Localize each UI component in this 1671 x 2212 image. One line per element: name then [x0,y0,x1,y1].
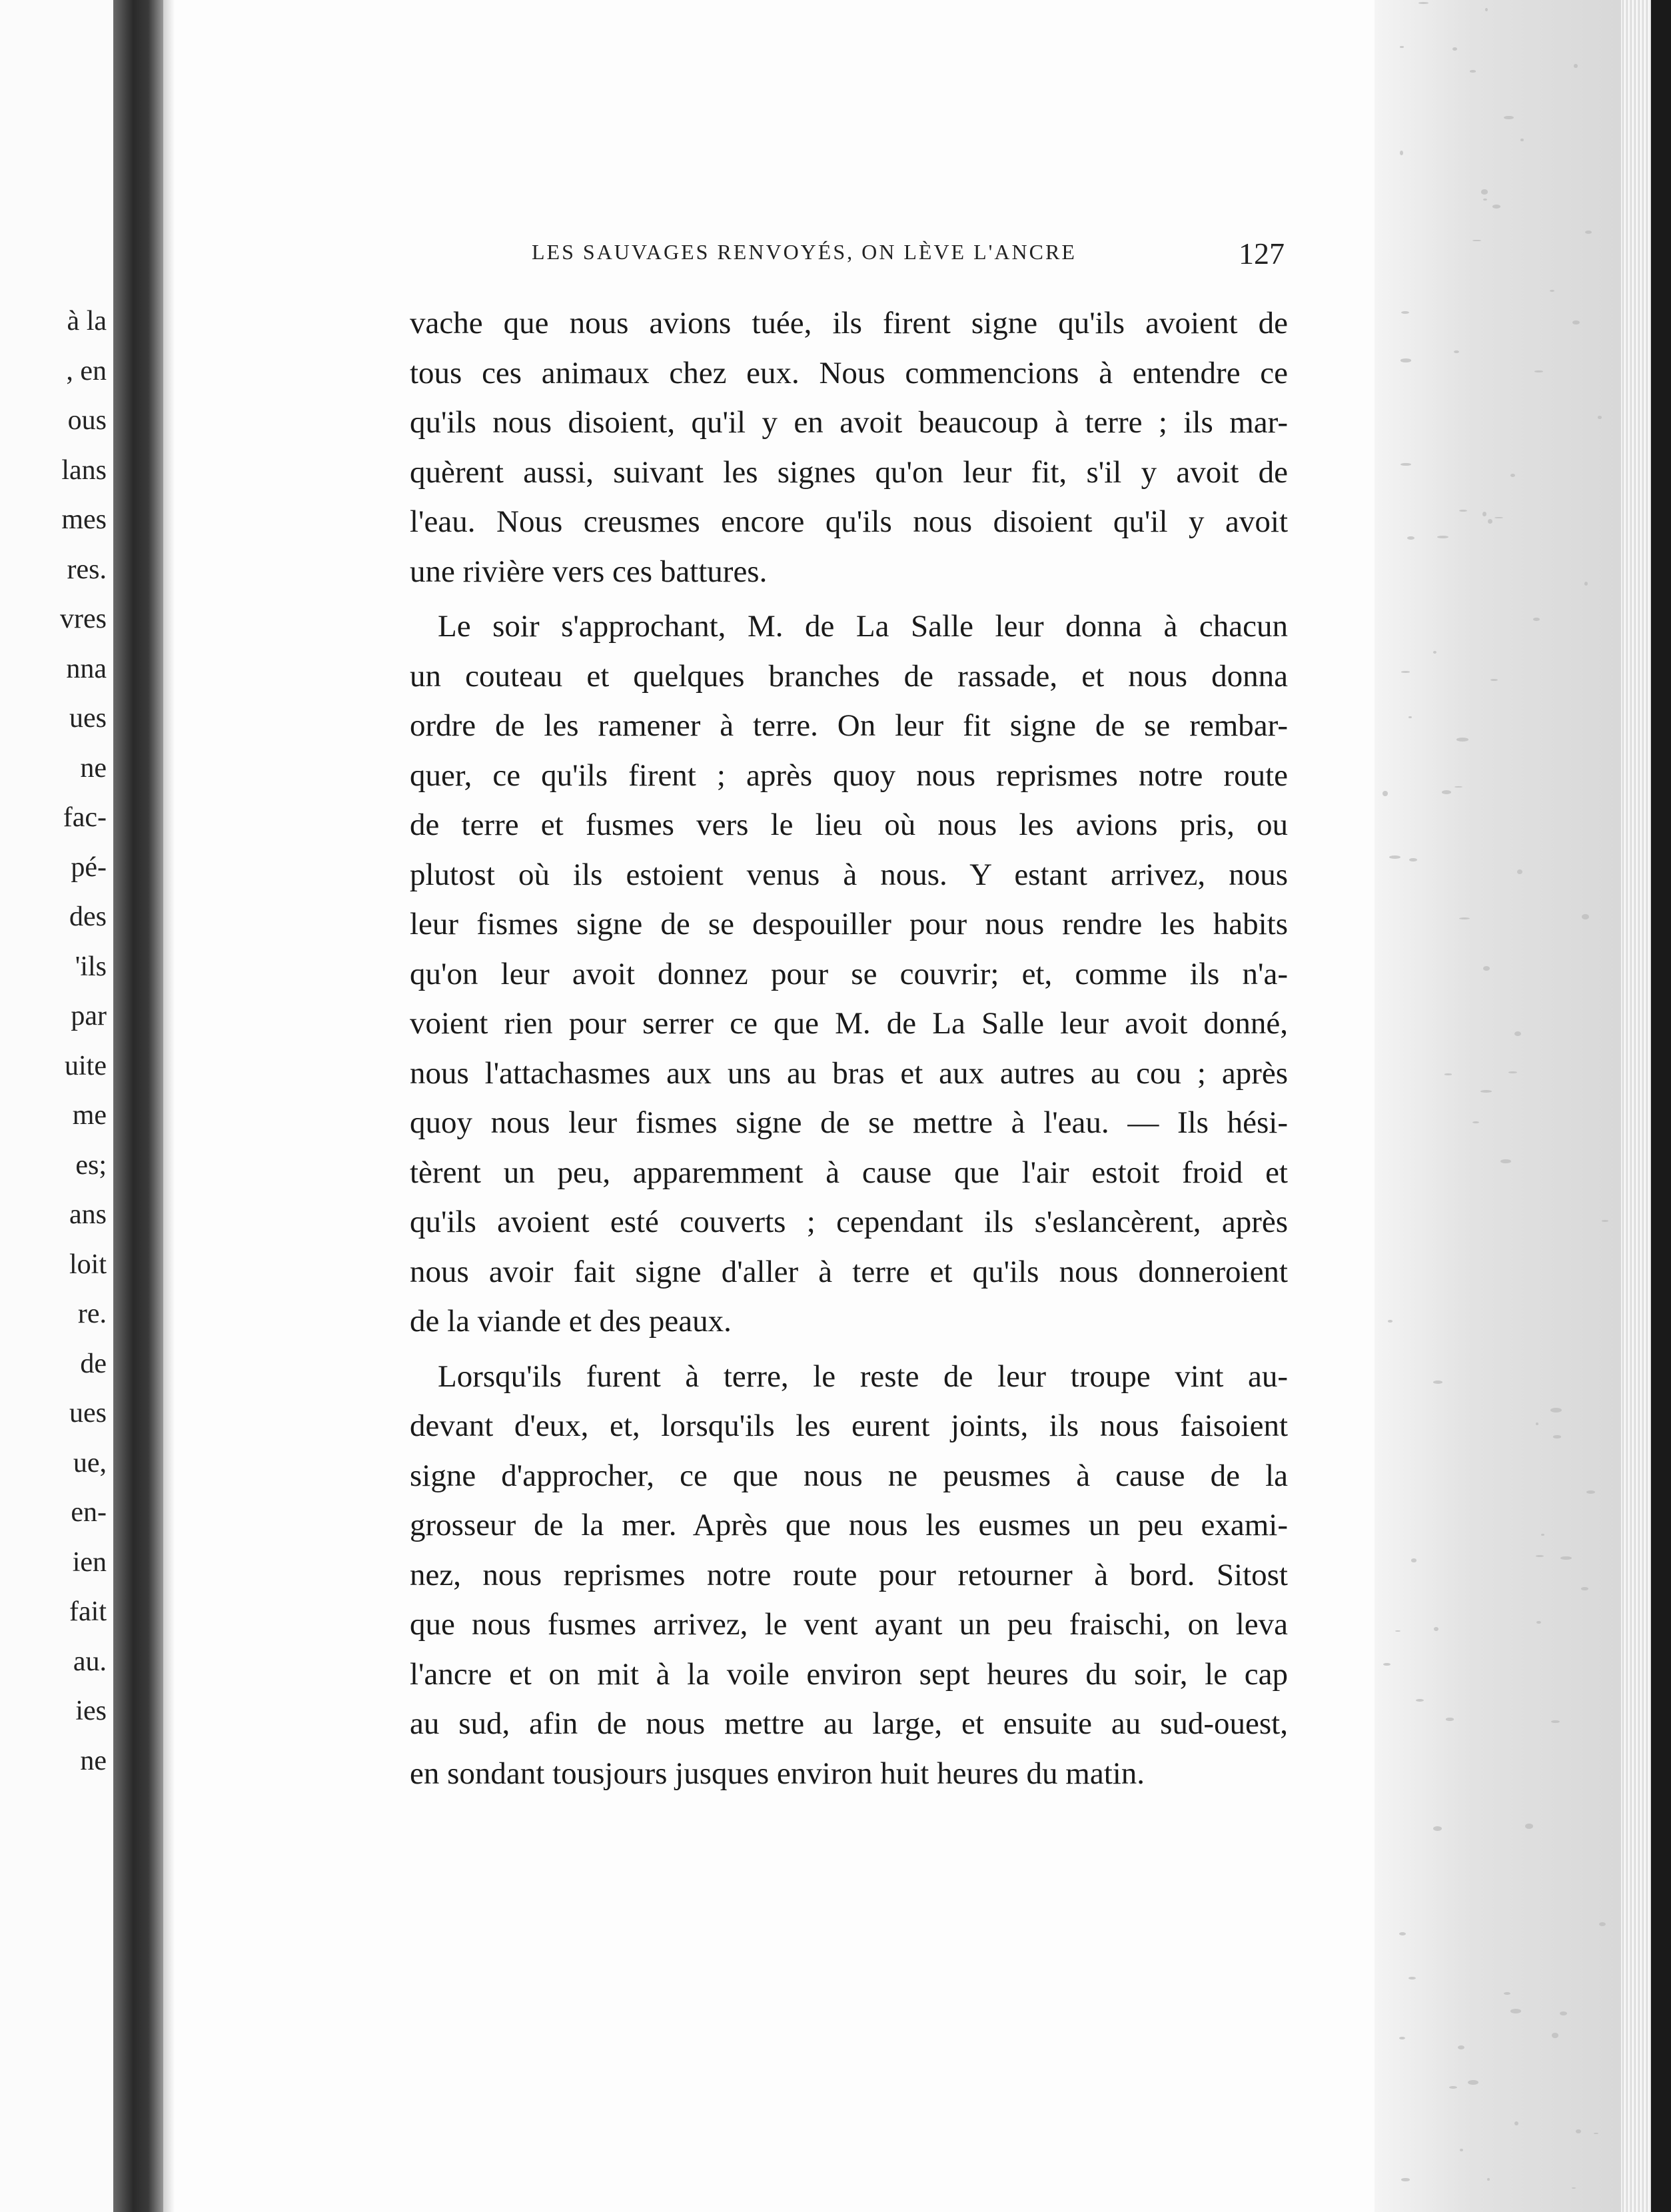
paper-speckle [1599,1922,1606,1926]
paper-speckle [1488,519,1492,524]
paper-speckle [1582,914,1588,919]
paper-speckle [1383,1663,1391,1666]
text-line: quoy nous leur fismes signe de se mettre à l'eau. — Ils hési- [410,1105,1288,1140]
left-facing-page [0,0,113,2212]
left-page-fragment: me [72,1100,107,1131]
paper-speckle [1416,1699,1424,1702]
body-text [410,298,1288,1798]
paper-speckle [1400,46,1404,47]
text-line: de la viande et des peaux. [410,1304,732,1339]
paper-speckle [1437,536,1448,538]
left-page-fragment: ue, [73,1447,107,1478]
left-page-fragment: vres [60,604,107,634]
left-page-fragment: ies [75,1696,107,1726]
left-page-fragment: à la [67,306,107,336]
paper-speckle [1399,2037,1405,2039]
paper-speckle [1444,1073,1452,1075]
paper-speckle [1472,240,1481,242]
paper-speckle [1485,8,1488,11]
text-line: plutost où ils estoient venus à nous. Y estant arrivez, nous [410,857,1288,892]
paper-speckle [1399,1932,1406,1936]
text-line: quèrent aussi, suivant les signes qu'on leur fit, s'il y avoit de [410,454,1288,490]
text-line: qu'on leur avoit donnez pour se couvrir; et, comme ils n'a- [410,956,1288,991]
left-page-fragment: ne [80,1745,107,1776]
paper-speckle [1472,1121,1480,1124]
left-page-fragment: par [71,1001,107,1031]
text-line: nous l'attachasmes aux uns au bras et aux autres au cou ; après [410,1055,1288,1091]
paper-speckle [1482,512,1486,517]
left-page-fragment: de [80,1348,107,1379]
paper-speckle [1533,618,1540,621]
paper-speckle [1460,2149,1463,2151]
paper-speckle [1541,1534,1544,1536]
paper-speckle [1383,791,1388,796]
paper-speckle [1550,290,1555,292]
paper-speckle [1520,139,1523,141]
paper-speckle [1452,47,1457,51]
paper-speckle [1411,1558,1416,1562]
text-line: nez, nous reprismes notre route pour retourner à bord. Sitost [410,1557,1288,1592]
left-page-fragment: es; [75,1149,107,1181]
paragraph-gap [410,596,1288,602]
paragraph [410,298,1288,596]
gutter-edge [163,0,175,2212]
paper-speckle [1456,738,1468,742]
left-page-fragment: ous [67,405,107,436]
left-page-fragment: ues [69,1398,107,1428]
paper-speckle [1584,582,1588,586]
paper-speckle [1494,517,1503,518]
text-line: devant d'eux, et, lorsqu'ils les eurent joints, ils nous faisoient [410,1408,1288,1443]
paper-speckle [1585,231,1592,234]
paper-speckle [1446,1718,1454,1720]
paper-speckle [1551,1720,1560,1723]
text-line: grosseur de la mer. Après que nous les eusmes un peu exami- [410,1508,1288,1542]
paper-speckle [1408,1977,1416,1980]
text-line: tèrent un peu, apparemment à cause que l'air estoit froid et [410,1155,1288,1190]
left-page-fragment: 'ils [75,951,107,982]
paper-speckle [1508,1071,1517,1073]
paper-speckle [1490,679,1497,681]
paper-speckle [1433,1381,1442,1384]
paper-speckle [1572,320,1580,325]
paper-speckle [1553,1435,1561,1438]
paper-speckle [1550,1408,1562,1412]
left-page-fragment: nna [66,653,107,684]
left-page-fragment: loit [69,1249,107,1280]
left-page-fragment: ne [80,752,107,784]
paper-speckle [1552,2033,1558,2038]
left-page-fragment: mes [61,504,107,535]
text-line: une rivière vers ces battures. [410,554,768,589]
paper-speckle [1442,790,1451,794]
paper-speckle [1517,869,1522,874]
paper-speckle [1407,536,1414,540]
text-line: signe d'approcher, ce que nous ne peusmes à cause de la [410,1458,1288,1493]
paper-speckle [1459,917,1470,919]
paper-speckle [1401,671,1410,673]
paper-speckle [1409,858,1417,861]
paper-speckle [1389,855,1400,859]
paragraph-gap [410,1347,1288,1352]
paper-speckle [1483,966,1490,971]
text-line: qu'ils nous disoient, qu'il y en avoit beaucoup à terre ; ils mar- [410,405,1288,440]
text-line: leur fismes signe de se despouiller pour nous rendre les habits [410,907,1288,941]
main-page [175,0,1375,2212]
left-page-fragment: res. [67,554,107,585]
paper-speckle [1401,311,1410,314]
paper-speckle [1492,205,1500,209]
running-head [532,237,1285,280]
paper-speckle [1433,651,1436,654]
left-page-fragment: uite [65,1050,107,1081]
left-page-fragment: , en [66,355,107,386]
left-page-fragment: re. [77,1299,107,1329]
left-page-fragment: des [69,901,107,932]
paper-speckle [1459,510,1467,512]
text-line: tous ces animaux chez eux. Nous commencions à entendre ce [410,355,1288,390]
text-line: qu'ils avoient esté couverts ; cependant ils s'eslancèrent, après [410,1205,1288,1239]
paper-speckle [1574,64,1578,68]
paper-speckle [1514,1031,1521,1036]
paper-speckle [1560,2011,1567,2015]
paper-speckle [1572,2187,1576,2189]
text-line: nous avoir fait signe d'aller à terre et qu'ils nous donneroient [410,1254,1288,1289]
paragraph [410,1352,1288,1799]
scan-border [1651,0,1671,2212]
paper-speckle [1449,2086,1458,2089]
left-page-text-fragments [0,296,107,1786]
left-page-fragment: fac- [63,802,107,833]
paper-speckle [1481,189,1488,194]
left-page-fragment: ien [72,1546,107,1578]
paper-speckle [1536,1422,1539,1425]
paper-speckle [1433,1826,1442,1831]
paper-speckle [1400,463,1410,466]
paper-speckle [1395,1630,1401,1632]
paper-speckle [1418,2,1428,4]
paper-speckle [1536,1621,1541,1624]
book-fore-edge [1375,0,1671,2212]
text-line: en sondant tousjours jusques environ huit heures du matin. [410,1756,1145,1791]
paper-speckle [1454,786,1462,788]
paper-speckle [1408,716,1411,718]
text-line: voient rien pour serrer ce que M. de La Salle leur avoit donné, [410,1006,1288,1041]
left-page-fragment: en- [71,1497,107,1528]
text-line: Le soir s'approchant, M. de La Salle leur donna à chacun [438,609,1288,644]
paper-speckle [1560,1556,1572,1560]
text-line: vache que nous avions tuée, ils firent signe qu'ils avoient de [410,306,1288,340]
text-line: Lorsqu'ils furent à terre, le reste de leur troupe vint au- [438,1359,1288,1394]
paper-speckle [1487,2178,1490,2181]
paper-speckle [1576,2129,1581,2134]
paper-speckle [1581,1587,1588,1590]
left-page-fragment: fait [69,1596,107,1627]
page-number: 127 [1239,237,1285,271]
paper-speckle [1594,2133,1598,2134]
paper-speckle [1468,2080,1478,2085]
paper-speckle [1454,350,1459,353]
paper-speckle [1510,474,1515,477]
paper-speckle [1504,116,1514,120]
text-line: de terre et fusmes vers le lieu où nous les avions pris, ou [410,808,1288,842]
paper-speckle [1500,1159,1511,1163]
paper-speckle [1388,1320,1392,1323]
paper-speckle [1514,2121,1518,2125]
paper-speckle [1480,1090,1492,1093]
left-page-fragment: ues [69,703,107,734]
paper-speckle [1598,416,1602,419]
left-page-fragment: lans [61,454,107,486]
paper-speckle [1401,2178,1409,2181]
left-page-fragment: pé- [71,851,107,883]
paper-speckle [1400,151,1403,155]
paper-speckle [1458,2045,1464,2049]
paper-speckle [1400,358,1412,362]
text-line: l'eau. Nous creusmes encore qu'ils nous disoient qu'il y avoit [410,504,1288,539]
text-line: quer, ce qu'ils firent ; après quoy nous reprismes notre route [410,758,1288,793]
paper-speckle [1434,1627,1438,1631]
left-page-fragment: au. [73,1646,107,1677]
paper-speckle [1483,199,1487,201]
binding-gutter [113,0,163,2212]
text-line: ordre de les ramener à terre. On leur fit signe de se rembar- [410,708,1288,743]
left-page-fragment: ans [69,1199,107,1230]
paper-speckle [1510,2009,1521,2013]
text-line: un couteau et quelques branches de rassade, et nous donna [410,658,1288,694]
paper-speckle [1586,1490,1595,1494]
text-line: que nous fusmes arrivez, le vent ayant un peu fraischi, on leva [410,1607,1288,1642]
paper-speckle [1602,1220,1608,1221]
paper-speckle [1534,370,1543,372]
text-line: au sud, afin de nous mettre au large, et ensuite au sud-ouest, [410,1706,1288,1741]
paper-speckle [1470,70,1476,72]
running-title: LES SAUVAGES RENVOYÉS, ON LÈVE L'ANCRE [532,240,1077,264]
paper-speckle [1536,1555,1544,1557]
paper-speckle [1504,1992,1510,1995]
text-line: l'ancre et on mit à la voile environ sept heures du soir, le cap [410,1656,1288,1692]
next-page-edge [1375,0,1621,2212]
paragraph [410,602,1288,1347]
paper-speckle [1525,1824,1533,1829]
